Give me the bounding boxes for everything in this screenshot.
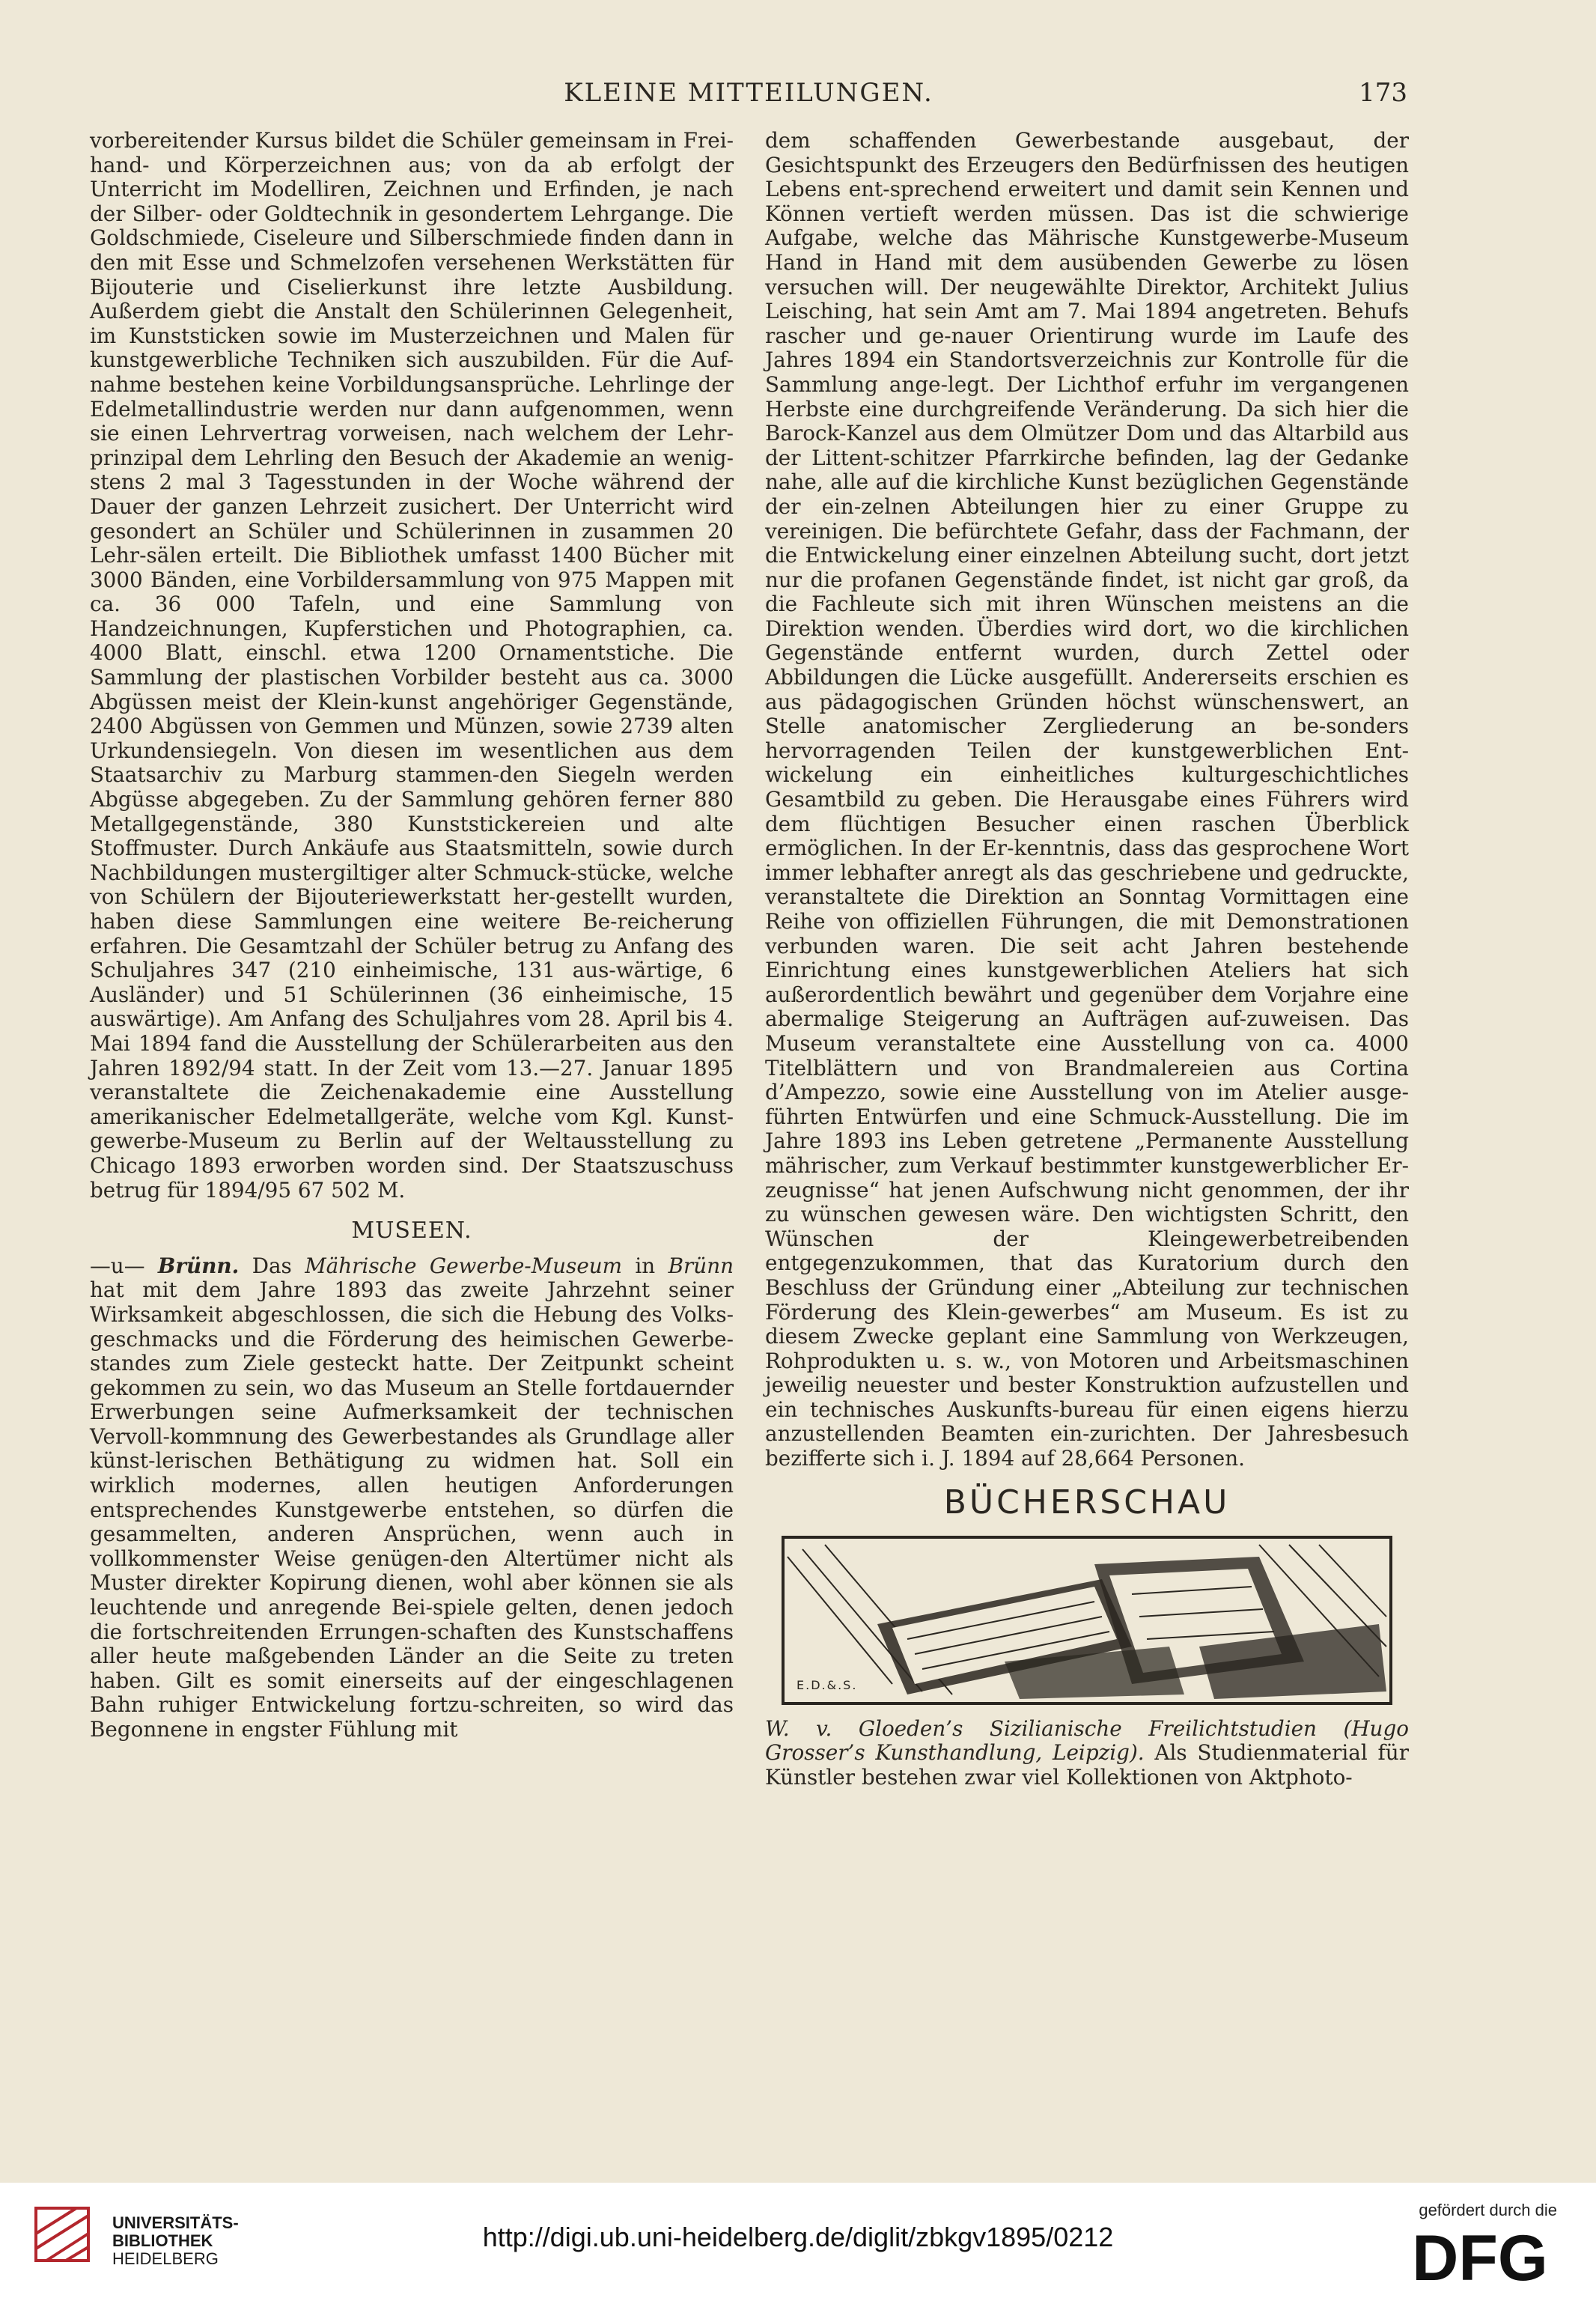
dfg-logo-icon	[1401, 2226, 1559, 2286]
school-paragraph: vorbereitender Kursus bildet die Schüler gemeinsam in Frei-hand- und Körperzeichnen aus; von da ab erfolgt der Unterricht im Modelliren, Zeichnen und Erfinden, je nach der Silber- oder Goldtechnik in gesondertem Lehrgange. Die Goldschmiede, Ciseleure und Silberschmiede finden dann in den mit Esse und Schmelzofen versehenen Werkstätten für Bijouterie und Ciselierkunst ihre letzte Ausbildung. Außerdem giebt die Anstalt den Schülerinnen Gelegenheit, im Kunststicken sowie im Musterzeichnen und Malen für kunstgewerbliche Techniken sich auszubilden. Für die Auf-nahme bestehen keine Vorbildungsansprüche. Lehrlinge der Edelmetallindustrie werden nur dann aufgenommen, wenn sie einen Lehrvertrag vorweisen, nach welchem der Lehr-prinzipal dem Lehrling den Besuch der Akademie an wenig-stens 2 mal 3 Tagesstunden in der Woche während der Dauer der ganzen Lehrzeit zusichert. Der Unterricht wird gesondert an Schüler und Schülerinnen in zusammen 20 Lehr-sälen erteilt. Die Bibliothek umfasst 1400 Bücher mit 3000 Bänden, eine Vorbildersammlung von 975 Mappen mit ca. 36 000 Tafeln, und eine Sammlung von Handzeichnungen, Kupferstichen und Photographien, ca. 4000 Blatt, einschl. etwa 1200 Ornamentstiche. Die Sammlung der plastischen Vorbilder besteht aus ca. 3000 Abgüssen meist der Klein-kunst angehöriger Gegenstände, 2400 Abgüssen von Gemmen und Münzen, sowie 2739 alten Urkundensiegeln. Von diesen im wesentlichen aus dem Staatsarchiv zu Marburg stammen-den Siegeln werden Abgüsse abgegeben. Zu der Sammlung gehören ferner 880 Metallgegenstände, 380 Kunststickereien und alte Stoffmuster. Durch Ankäufe aus Staatsmitteln, sowie durch Nachbildungen mustergiltiger alter Schmuck-stücke, welche von Schülern der Bijouteriewerkstatt her-gestellt wurden, haben diese Sammlungen eine weitere Be-reicherung erfahren. Die Gesamtzahl der Schüler betrug zu Anfang des Schuljahres 347 (210 einheimische, 131 aus-wärtige, 6 Ausländer) und 51 Schülerinnen (36 einheimische, 15 auswärtige). Am Anfang des Schuljahres vom 28. April bis 4. Mai 1894 fand die Ausstellung der Schülerarbeiten aus den Jahren 1892/94 statt. In der Zeit vom 13.—27. Januar 1895 veranstaltete die Zeichenakademie eine Ausstellung amerikanischer Edelmetallgeräte, welche vom Kgl. Kunst-gewerbe-Museum zu Berlin auf der Weltausstellung zu Chicago 1893 erworben worden sind. Der Staatszuschuss betrug für 1894/95 67 502 M.	[90, 128, 734, 1203]
museum-text-b: in	[622, 1253, 668, 1278]
city-name: Brünn.	[157, 1253, 240, 1278]
buecherschau-emblem	[780, 1483, 1394, 1708]
digitization-footer	[0, 2183, 1596, 2301]
right-column	[765, 129, 1409, 1790]
museum-text-c: hat mit dem Jahre 1893 das zweite Jahrzehnt seiner Wirksamkeit abgeschlossen, die sich die Hebung des Volks-geschmacks und die Förderung des heimischen Gewerbe-standes zum Ziele gesteckt hatte. Der Zeitpunkt scheint gekommen zu sein, wo das Museum an Stelle fortdauernder Erwerbungen seine Aufmerksamkeit der technischen Vervoll-kommnung des Gewerbestandes als Grundlage aller künst-lerischen Bethätigung zu widmen hat. Soll ein wirklich modernes, allen heutigen Anforderungen entsprechendes Kunstgewerbe entstehen, so dürfen die gesammelten, anderen Ansprüchen, wenn auch in vollkommenster Weise genügen-den Altertümer nicht als Muster direkter Kopirung dienen, wohl aber können sie als leuchtende und anregende Bei-spiele gelten, denen jedoch die fortschreitenden Errungen-schaften des Kunstschaffens aller heute maßgebenden Länder an die Seite zu treten haben. Gilt es somit einerseits auf der eingeschlagenen Bahn ruhiger Entwickelung fortzu-schreiten, so wird das Begonnene in engster Fühlung mit	[90, 1277, 734, 1742]
city-name-2: Brünn	[668, 1253, 734, 1278]
museum-text-a: Das	[239, 1253, 305, 1278]
books-illustration	[780, 1534, 1394, 1706]
running-header	[90, 73, 1407, 118]
museum-paragraph	[90, 1254, 734, 1742]
review-paragraph	[765, 1717, 1409, 1790]
review-title: W. v. Gloeden’s Sizilianische Freilichtstudien (Hugo Grosser’s Kunsthandlung, Leipzig).	[765, 1715, 1409, 1766]
section-heading-museen: MUSEEN.	[351, 1218, 472, 1244]
left-column	[90, 129, 734, 1742]
dfg-logo-text: DFG	[1412, 2226, 1548, 2286]
review-text: Als Studienmaterial für Künstler bestehen zwar viel Kollektionen von Aktphoto-	[765, 1740, 1410, 1790]
emblem-monogram: E.D.&.S.	[797, 1677, 858, 1692]
author-mark: —u—	[90, 1253, 158, 1278]
university-line-1: UNIVERSITÄTS-	[112, 2213, 239, 2232]
source-url-link[interactable]: http://digi.ub.uni-heidelberg.de/diglit/zbkgv1895/0212	[482, 2222, 1114, 2252]
funded-by-label: gefördert durch die	[1419, 2201, 1557, 2219]
university-line-2: BIBLIOTHEK	[112, 2231, 213, 2250]
page-number: 173	[1359, 78, 1407, 108]
emblem-banner: BÜCHERSCHAU	[943, 1483, 1231, 1522]
museum-paragraph-continued: dem schaffenden Gewerbestande ausgebaut, der Gesichtspunkt des Erzeugers den Bedürfnissen des heutigen Lebens ent-sprechend erweitert und damit sein Kennen und Können vertieft werden müssen. Das ist die schwierige Aufgabe, welche das Mährische Kunstgewerbe-Museum Hand in Hand mit dem ausübenden Gewerbe zu lösen versuchen will. Der neugewählte Direktor, Architekt Julius Leisching, hat sein Amt am 7. Mai 1894 angetreten. Behufs rascher und ge-nauer Orientirung wurde im Laufe des Jahres 1894 ein Standortsverzeichnis zur Kontrolle für die Sammlung ange-legt. Der Lichthof erfuhr im vergangenen Herbste eine durchgreifende Veränderung. Da sich hier die Barock-Kanzel aus dem Olmützer Dom und das Altarbild aus der Littent-schitzer Pfarrkirche befinden, lag der Gedanke nahe, alle auf die kirchliche Kunst bezüglichen Gegenstände der ein-zelnen Abteilungen hier zu einer Gruppe zu vereinigen. Die befürchtete Gefahr, dass der Fachmann, der die Entwickelung einer einzelnen Abteilung sucht, dort jetzt nur die profanen Gegenstände findet, ist nicht gar groß, da die Fachleute sich mit ihren Wünschen meistens an die Direktion wenden. Überdies wird dort, wo die kirchlichen Gegenstände entfernt wurden, durch Zettel oder Abbildungen die Lücke ausgefüllt. Andererseits erschien es aus pädagogischen Gründen höchst wünschenswert, an Stelle anatomischer Zergliederung an be-sonders hervorragenden Teilen der kunstgewerblichen Ent-wickelung ein einheitliches kulturgeschichtliches Gesamtbild zu geben. Die Herausgabe eines Führers wird dem flüchtigen Besucher einen raschen Überblick ermöglichen. In der Er-kenntnis, dass das gesprochene Wort immer lebhafter anregt als das geschriebene und gedruckte, veranstaltete die Direktion an Sonntag Vormittagen eine Reihe von offiziellen Führungen, die mit Demonstrationen verbunden waren. Die seit acht Jahren bestehende Einrichtung eines kunstgewerblichen Ateliers hat sich außerordentlich bewährt und gegenüber dem Vorjahre eine abermalige Steigerung an Aufträgen auf-zuweisen. Das Museum veranstaltete eine Ausstellung von ca. 4000 Titelblättern und von Brandmalereien aus Cortina d’Ampezzo, sowie eine Ausstellung von im Atelier ausge-führten Entwürfen und eine Schmuck-Ausstellung. Die im Jahre 1893 ins Leben getretene „Permanente Ausstellung mährischer, zum Verkauf bestimmter kunstgewerblicher Er-zeugnisse“ hat jenen Aufschwung nicht genommen, der ihr zu wünschen gewesen wäre. Den wichtigsten Schritt, den Wünschen der Kleingewerbetreibenden entgegenzukommen, that das Kuratorium durch den Beschluss der Gründung einer „Abteilung zur technischen Förderung des Klein-gewerbes“ am Museum. Es ist zu diesem Zwecke geplant eine Sammlung von Werkzeugen, Rohprodukten u. s. w., von Motoren und Arbeitsmaschinen jeweilig neuester und bester Konstruktion aufzustellen und ein technisches Auskunfts-bureau für einen eigens hierzu anzustellenden Beamten ein-zurichten. Der Jahresbesuch bezifferte sich i. J. 1894 auf 28,664 Personen.	[765, 128, 1409, 1471]
running-title: KLEINE MITTEILUNGEN.	[564, 78, 933, 108]
museum-name: Mährische Gewerbe-Museum	[305, 1253, 623, 1278]
university-line-3: HEIDELBERG	[112, 2249, 219, 2268]
